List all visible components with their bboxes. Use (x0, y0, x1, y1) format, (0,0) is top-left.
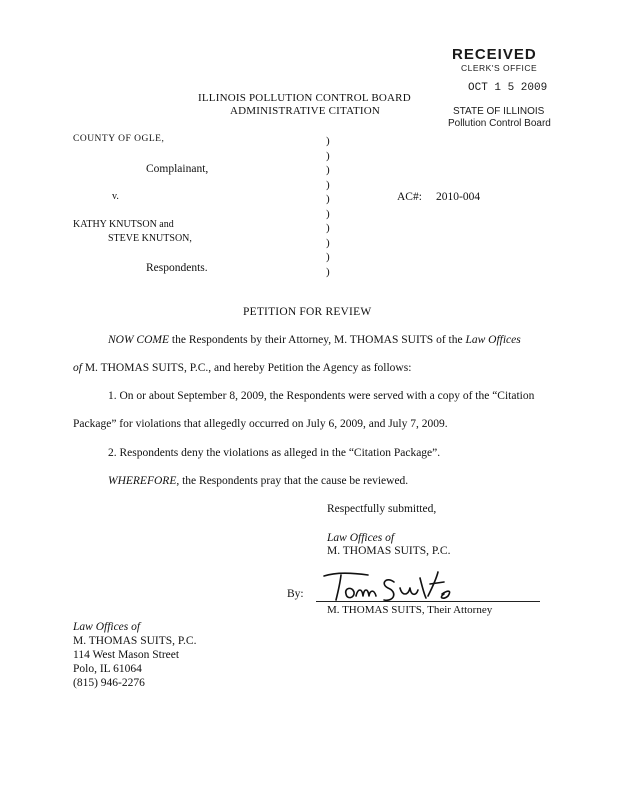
board-heading: ILLINOIS POLLUTION CONTROL BOARD (198, 92, 411, 104)
complainant-name: COUNTY OF OGLE, (73, 134, 165, 144)
stamp-date: OCT 1 5 2009 (468, 82, 548, 94)
stamp-state: STATE OF ILLINOIS (453, 106, 545, 117)
wherefore-paragraph: WHEREFORE, the Respondents pray that the cause be reviewed. (108, 475, 409, 487)
footer-firm: M. THOMAS SUITS, P.C. (73, 635, 197, 647)
law-offices-italic: Law Offices (465, 334, 521, 346)
signature-caption: M. THOMAS SUITS, Their Attorney (327, 604, 493, 616)
paragraph-3: 2. Respondents deny the violations as alleged in the “Citation Package”. (108, 447, 441, 459)
footer-phone: (815) 946-2276 (73, 677, 145, 689)
caption-paren-column: ) ) ) ) ) ) ) ) ) ) (326, 135, 330, 278)
signature-line (316, 601, 540, 602)
wherefore: WHEREFORE (108, 475, 177, 487)
citation-heading: ADMINISTRATIVE CITATION (230, 105, 381, 117)
complainant-role: Complainant, (146, 163, 209, 175)
respondent-role: Respondents. (146, 262, 208, 274)
case-number: 2010-004 (436, 191, 481, 203)
versus: v. (112, 191, 119, 202)
paragraph-2-line-2: Package” for violations that allegedly occurred on July 6, 2009, and July 7, 2009. (73, 418, 448, 430)
paragraph-1-line-2: of M. THOMAS SUITS, P.C., and hereby Petition the Agency as follows: (73, 362, 412, 374)
closing-law-offices: Law Offices of (327, 532, 395, 544)
paragraph-1-line-1: NOW COME the Respondents by their Attorney, M. THOMAS SUITS of the Law Offices (108, 334, 521, 346)
case-label: AC#: (397, 191, 422, 203)
respectfully-submitted: Respectfully submitted, (327, 503, 437, 515)
closing-firm: M. THOMAS SUITS, P.C. (327, 545, 451, 557)
paragraph-2-line-1: 1. On or about September 8, 2009, the Respondents were served with a copy of the “Citation (108, 390, 535, 402)
attorney-signature (316, 566, 466, 606)
stamp-received: RECEIVED (452, 46, 537, 63)
stamp-board: Pollution Control Board (448, 118, 551, 129)
respondent-name-1: KATHY KNUTSON and (73, 219, 174, 230)
respondent-name-2: STEVE KNUTSON, (108, 233, 192, 244)
document-title: PETITION FOR REVIEW (243, 306, 372, 318)
footer-city: Polo, IL 61064 (73, 663, 142, 675)
footer-street: 114 West Mason Street (73, 649, 180, 661)
now-come: NOW COME (108, 334, 170, 346)
by-label: By: (287, 588, 304, 600)
stamp-clerks-office: CLERK'S OFFICE (461, 63, 538, 73)
footer-law-offices: Law Offices of (73, 621, 141, 633)
